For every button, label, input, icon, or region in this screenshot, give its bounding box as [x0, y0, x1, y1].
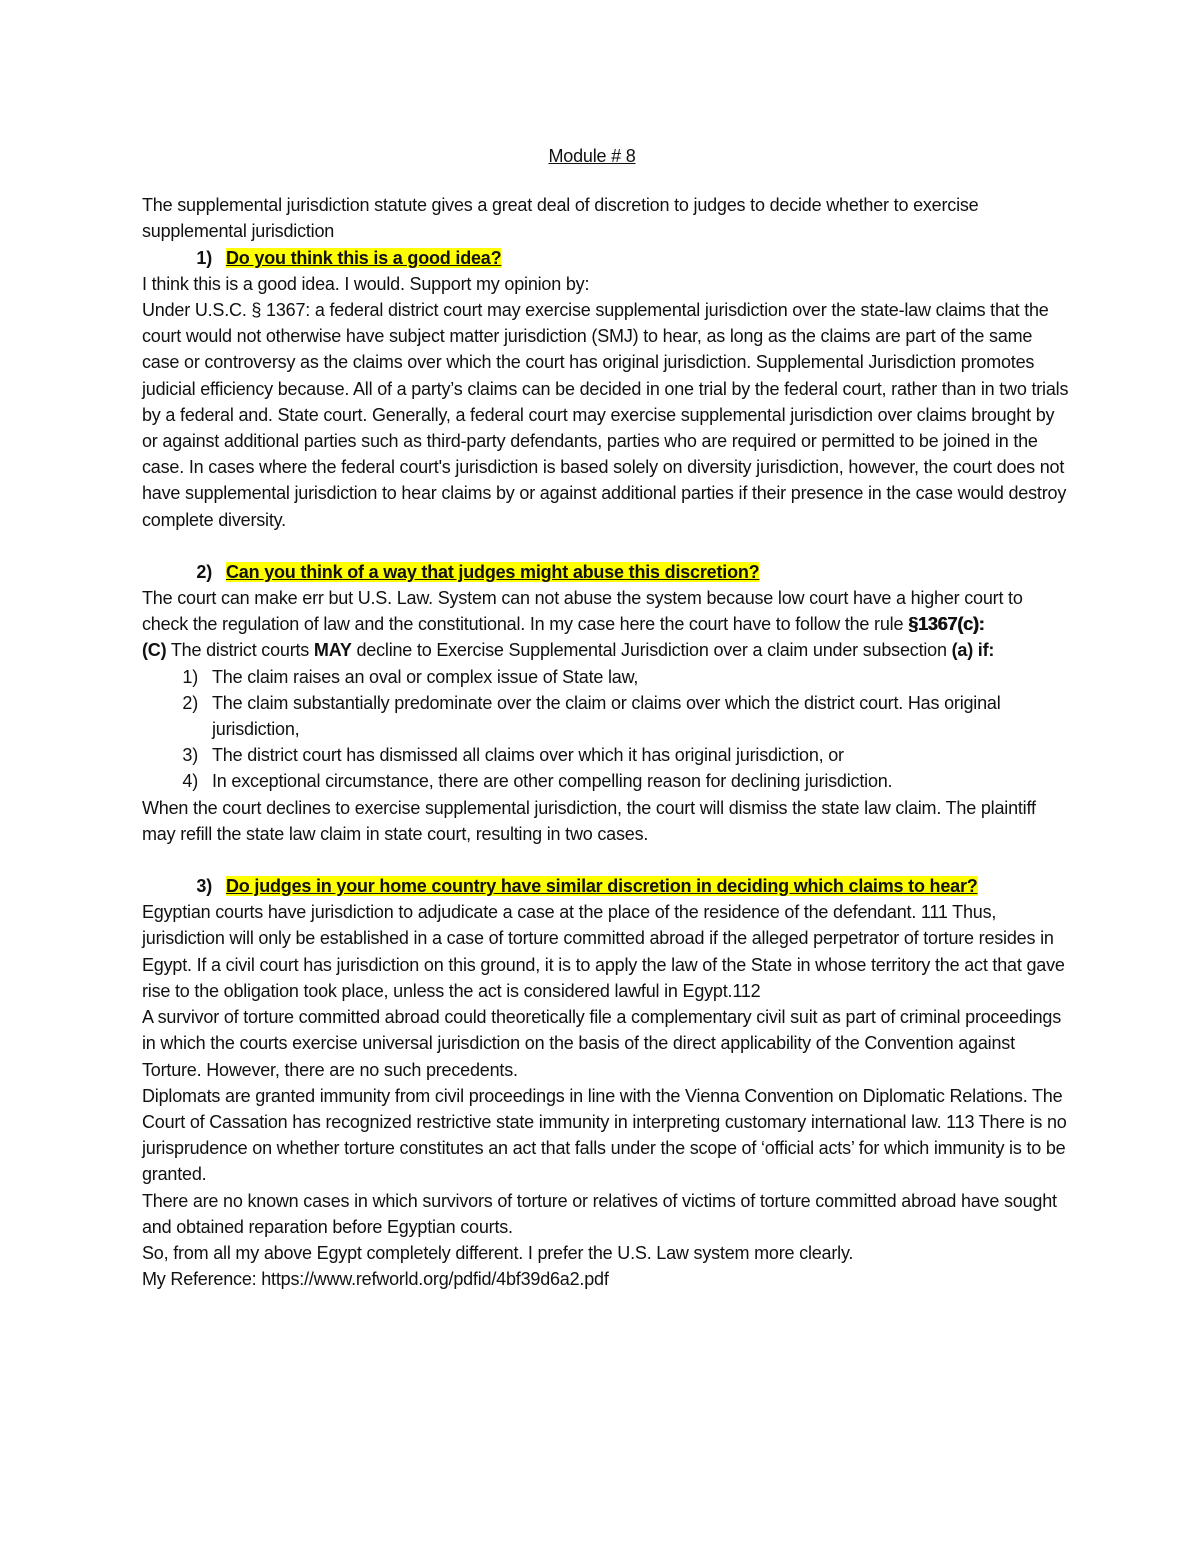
list-item-number: 2) — [182, 692, 198, 713]
rule-c-text-b: decline to Exercise Supplemental Jurisdiction over a claim under subsection — [351, 640, 952, 661]
rule-c-text-a: The district courts — [166, 640, 314, 661]
list-item-number: 4) — [182, 771, 198, 792]
question-3 — [142, 873, 1072, 899]
question-2 — [142, 559, 1072, 585]
list-item-text: The district court has dismissed all claims over which it has original jurisdiction, or — [212, 745, 844, 766]
rule-reference: §1367(c): — [908, 614, 985, 635]
list-item-text: The claim substantially predominate over the claim or claims over which the district court. Has original jurisdiction, — [212, 692, 1001, 740]
list-item — [142, 768, 1072, 794]
question-2-number: 2) — [196, 561, 212, 582]
reference-line: My Reference: https://www.refworld.org/pdfid/4bf39d6a2.pdf — [142, 1269, 609, 1290]
list-item-text: The claim raises an oval or complex issue of State law, — [212, 666, 639, 687]
page-title: Module # 8 — [548, 146, 636, 166]
spacer — [142, 847, 1072, 873]
answer-2-body — [142, 585, 1072, 637]
answer-1-lead: I think this is a good idea. I would. Support my opinion by: — [142, 273, 590, 294]
answer-2-text: The court can make err but U.S. Law. System can not abuse the system because low court have a higher court to check the regulation of law and the constitutional. In my case here the court have to follow the rule — [142, 588, 1023, 635]
answer-3-paragraph-2: A survivor of torture committed abroad could theoretically file a complementary civil suit as part of criminal proceedings in which the courts exercise universal jurisdiction on the basis of the direct applicability of the Convention against Torture. However, there are no such precedents. — [142, 1007, 1062, 1080]
conditions-list — [142, 664, 1072, 795]
rule-c-may: MAY — [313, 640, 352, 661]
rule-c-if: if: — [973, 640, 995, 661]
list-item-number: 3) — [182, 745, 198, 766]
answer-2-closing: When the court declines to exercise supplemental jurisdiction, the court will dismiss the state law claim. The plaintiff may refill the state law claim in state court, resulting in two cases. — [142, 797, 1036, 844]
answer-1-body: Under U.S.C. § 1367: a federal district court may exercise supplemental jurisdiction over the state-law claims that the court would not otherwise have subject matter jurisdiction (SMJ) to hear, as long as the claims are part of the same case or controversy as the claims over which the court has original jurisdiction. Supplemental Jurisdiction promotes judicial efficiency because. All of a party’s claims can be decided in one trial by the federal court, rather than in two trials by a federal and. State court. Generally, a federal court may exercise supplemental jurisdiction over claims brought by or against additional parties such as third-party defendants, parties who are required or permitted to be joined in the case. In cases where the federal court's jurisdiction is based solely on diversity jurisdiction, however, the court does not have supplemental jurisdiction to hear claims by or against additional parties if their presence in the case would destroy complete diversity. — [142, 300, 1069, 530]
question-3-text: Do judges in your home country have similar discretion in deciding which claims to hear? — [226, 876, 978, 897]
question-3-number: 3) — [196, 876, 212, 897]
answer-3-paragraph-4: There are no known cases in which survivors of torture or relatives of victims of torture committed abroad have sought and obtained reparation before Egyptian courts. — [142, 1190, 1057, 1237]
document-page — [142, 143, 1072, 1292]
intro-paragraph: The supplemental jurisdiction statute gives a great deal of discretion to judges to decide whether to exercise supplemental jurisdiction — [142, 195, 979, 242]
list-item-text: In exceptional circumstance, there are other compelling reason for declining jurisdiction. — [212, 771, 893, 792]
rule-c-subsection: (a) — [951, 640, 973, 661]
rule-c-label: (C) — [142, 640, 167, 661]
list-item-number: 1) — [182, 666, 198, 687]
question-1-text: Do you think this is a good idea? — [226, 247, 502, 268]
list-item — [142, 664, 1072, 690]
answer-3-paragraph-3: Diplomats are granted immunity from civil proceedings in line with the Vienna Convention on Diplomatic Relations. The Court of Cassation has recognized restrictive state immunity in interpreting customary international law. 113 There is no jurisprudence on whether torture constitutes an act that falls under the scope of ‘official acts’ for which immunity is to be granted. — [142, 1085, 1067, 1185]
question-1 — [142, 245, 1072, 271]
spacer — [142, 533, 1072, 559]
list-item — [142, 690, 1072, 742]
question-2-text: Can you think of a way that judges might abuse this discretion? — [226, 561, 760, 582]
question-1-number: 1) — [196, 247, 212, 268]
rule-c-paragraph — [142, 637, 1072, 663]
answer-3-paragraph-1: Egyptian courts have jurisdiction to adjudicate a case at the place of the residence of the defendant. 111 Thus, jurisdiction will only be established in a case of torture committed abroad if the alleged perpetrator of torture resides in Egypt. If a civil court has jurisdiction on this ground, it is to apply the law of the State in whose territory the act that gave rise to the obligation took place, unless the act is considered lawful in Egypt.112 — [142, 902, 1065, 1001]
list-item — [142, 742, 1072, 768]
answer-3-paragraph-5: So, from all my above Egypt completely different. I prefer the U.S. Law system more clearly. — [142, 1242, 854, 1263]
